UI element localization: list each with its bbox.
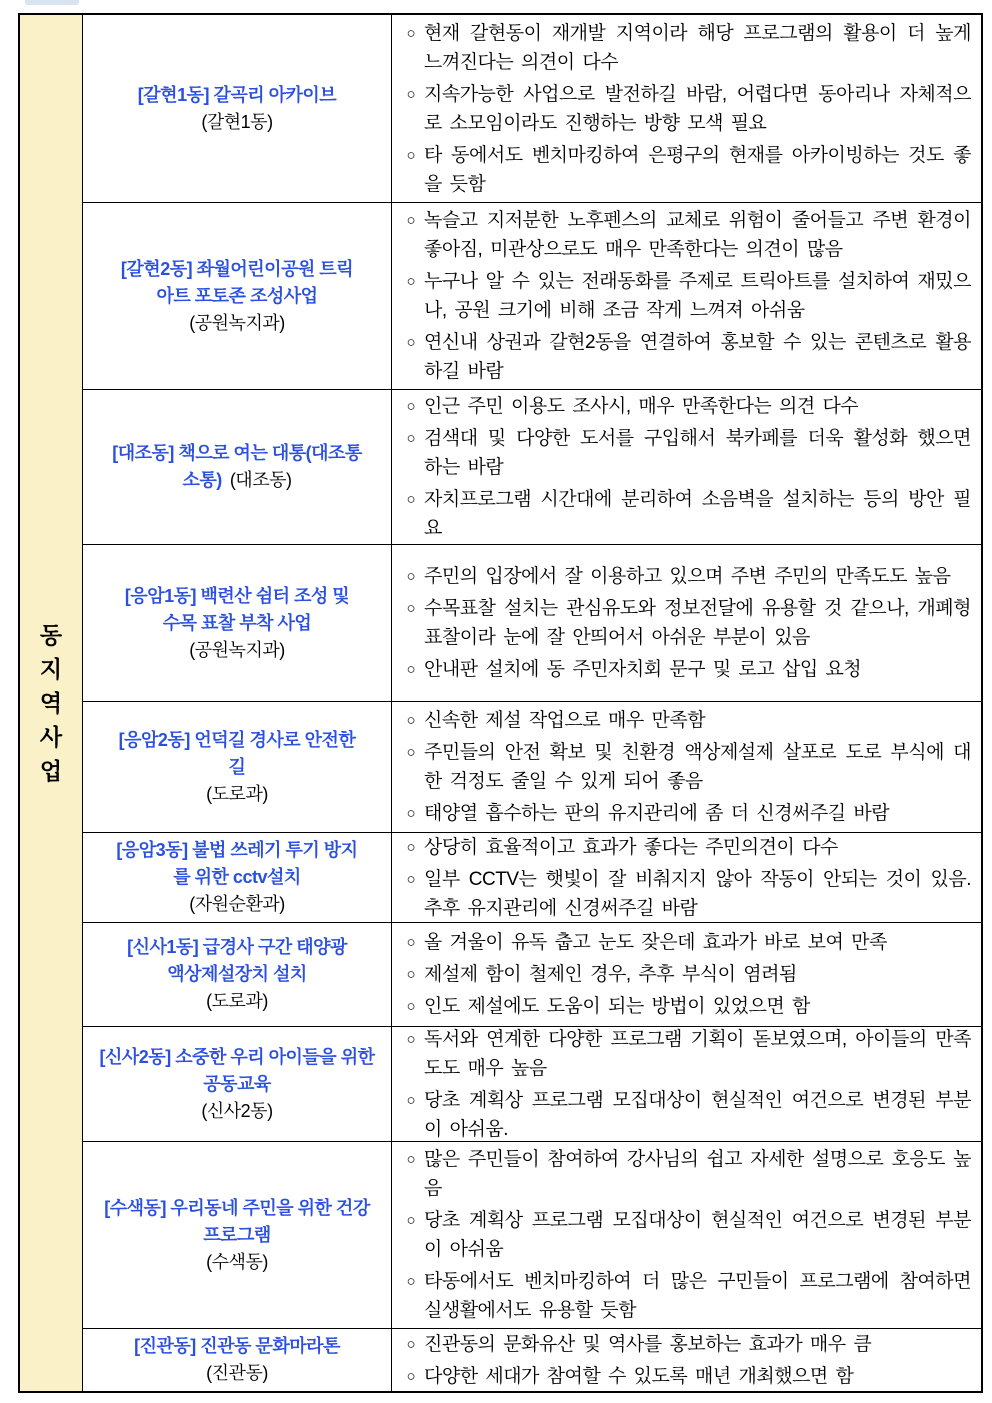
feedback-item xyxy=(398,594,971,652)
project-dept: (도로과) xyxy=(206,991,268,1011)
project-title-text: [신사2동] 소중한 우리 아이들을 위한 xyxy=(99,1046,375,1067)
feedback-text: 현재 갈현동이 재개발 지역이라 해당 프로그램의 활용이 더 높게 느껴진다는 의견이 다수 xyxy=(424,22,971,73)
feedback-text: 태양열 흡수하는 판의 유지관리에 좀 더 신경써주길 바람 xyxy=(424,803,890,824)
bullet-marker: ○ xyxy=(406,273,416,290)
project-dept: (진관동) xyxy=(206,1363,268,1383)
bullet-marker: ○ xyxy=(406,1335,416,1353)
project-title-line xyxy=(157,283,318,310)
project-title-text: [신사1동] 급경사 구간 태양광 xyxy=(127,937,347,957)
bullet-marker: ○ xyxy=(406,146,416,164)
feedback-text: 인도 제설에도 도움이 되는 방법이 있었으면 함 xyxy=(424,996,810,1017)
project-title-text: 프로그램 xyxy=(203,1224,271,1245)
table-row xyxy=(83,923,981,1027)
bullet-marker: ○ xyxy=(406,334,416,351)
feedback-item xyxy=(398,706,971,735)
bullet-marker: ○ xyxy=(406,1151,416,1168)
bullet-marker: ○ xyxy=(406,1367,416,1385)
project-title-cell xyxy=(83,1027,392,1141)
feedback-item xyxy=(398,928,971,957)
feedback-item xyxy=(398,865,971,923)
project-title-cell xyxy=(83,702,392,832)
section-label-char: 지 xyxy=(39,655,63,682)
feedback-item xyxy=(398,1145,971,1203)
feedback-cell xyxy=(392,545,981,701)
project-title-cell xyxy=(83,1329,392,1391)
project-dept: (공원녹지과) xyxy=(189,312,285,333)
project-title-cell xyxy=(83,15,392,202)
feedback-cell xyxy=(392,390,981,544)
bullet-marker: ○ xyxy=(406,712,416,729)
table-row xyxy=(83,1329,981,1391)
table-rows xyxy=(83,15,981,1391)
project-title-line xyxy=(229,754,246,781)
feedback-text: 주민의 입장에서 잘 이용하고 있으며 주변 주민의 만족도도 높음 xyxy=(424,566,951,587)
project-title-line xyxy=(167,961,307,988)
project-title-line xyxy=(183,467,292,494)
feedback-cell xyxy=(392,203,981,389)
feedback-item xyxy=(398,1027,971,1083)
feedback-item xyxy=(398,655,971,684)
bullet-marker: ○ xyxy=(406,1212,416,1229)
bullet-marker: ○ xyxy=(406,429,416,447)
feedback-text: 진관동의 문화유산 및 역사를 홍보하는 효과가 매우 큼 xyxy=(424,1333,872,1355)
project-title-line xyxy=(119,727,356,754)
project-title-line xyxy=(163,610,312,637)
feedback-text: 인근 주민 이용도 조사시, 매우 만족한다는 의견 다수 xyxy=(424,395,859,417)
bullet-marker: ○ xyxy=(406,661,416,678)
table-row xyxy=(83,1027,981,1142)
feedback-item xyxy=(398,738,971,796)
bullet-marker: ○ xyxy=(406,838,416,856)
section-label-char: 사 xyxy=(39,723,63,750)
section-label-char: 동 xyxy=(39,621,63,648)
feedback-text: 안내판 설치에 동 주민자치회 문구 및 로고 삽입 요청 xyxy=(424,659,862,680)
project-dept: (대조동) xyxy=(229,470,292,490)
feedback-item xyxy=(398,799,971,828)
feedback-item xyxy=(398,392,971,421)
feedback-item xyxy=(398,19,971,77)
section-label-char: 역 xyxy=(39,689,63,716)
project-title-line xyxy=(116,837,357,864)
bullet-marker: ○ xyxy=(406,998,416,1015)
feedback-text: 당초 계획상 프로그램 모집대상이 현실적인 여건으로 변경된 부분이 아쉬움. xyxy=(424,1089,971,1140)
project-title-line xyxy=(104,1195,369,1222)
bullet-marker: ○ xyxy=(406,397,416,415)
feedback-text: 다양한 세대가 참여할 수 있도록 매년 개최했으면 함 xyxy=(424,1365,854,1387)
project-title-text: 아트 포토존 조성사업 xyxy=(156,285,318,306)
project-dept: (갈현1동) xyxy=(201,111,273,132)
feedback-text: 주민들의 안전 확보 및 친환경 액상제설제 살포로 도로 부식에 대한 걱정도 줄일 수 있게 되어 좋음 xyxy=(424,742,971,792)
table-row xyxy=(83,545,981,702)
feedback-cell xyxy=(392,702,981,832)
project-title-text: [응암3동] 불법 쓰레기 투기 방지 xyxy=(116,840,358,860)
bullet-marker: ○ xyxy=(406,600,416,617)
feedback-text: 누구나 알 수 있는 전래동화를 주제로 트릭아트를 설치하여 재밌으나, 공원 크기에 비해 조금 작게 느껴져 아쉬움 xyxy=(424,271,971,321)
table-row xyxy=(83,15,981,203)
table-row xyxy=(83,1142,981,1329)
feedback-cell xyxy=(392,1142,981,1328)
feedback-item xyxy=(398,992,971,1021)
project-title-line xyxy=(203,1071,271,1098)
feedback-item xyxy=(398,485,971,543)
feedback-text: 당초 계획상 프로그램 모집대상이 현실적인 여건으로 변경된 부분이 아쉬움 xyxy=(424,1210,971,1260)
bullet-marker: ○ xyxy=(406,1091,416,1109)
project-title-text: 액상제설장치 설치 xyxy=(167,964,307,984)
project-title-line xyxy=(203,1222,271,1249)
bullet-marker: ○ xyxy=(406,1273,416,1290)
bullet-marker: ○ xyxy=(406,744,416,761)
project-title-line xyxy=(121,256,353,283)
table-row xyxy=(83,833,981,923)
feedback-cell xyxy=(392,15,981,202)
feedback-item xyxy=(398,424,971,482)
project-title-line xyxy=(100,1044,375,1071)
project-title-text: [갈현1동] 갈곡리 아카이브 xyxy=(137,84,337,105)
project-title-cell xyxy=(83,545,392,701)
feedback-text: 검색대 및 다양한 도서를 구입해서 북카페를 더욱 활성화 했으면 하는 바람 xyxy=(424,427,971,478)
feedback-cell xyxy=(392,1027,981,1141)
table-row xyxy=(83,702,981,833)
project-title-line xyxy=(173,864,300,891)
feedback-item xyxy=(398,141,971,199)
feedback-cell xyxy=(392,833,981,922)
feedback-item xyxy=(398,1206,971,1264)
feedback-text: 타 동에서도 벤치마킹하여 은평구의 현재를 아카이빙하는 것도 좋을 듯함 xyxy=(424,144,971,195)
feedback-text: 올 겨울이 유독 춥고 눈도 잦은데 효과가 바로 보여 만족 xyxy=(424,932,887,953)
feedback-text: 자치프로그램 시간대에 분리하여 소음벽을 설치하는 등의 방안 필요 xyxy=(424,488,971,539)
project-title-cell xyxy=(83,390,392,544)
bullet-marker: ○ xyxy=(406,212,416,229)
project-title-cell xyxy=(83,203,392,389)
bullet-marker: ○ xyxy=(406,805,416,822)
feedback-text: 지속가능한 사업으로 발전하길 바람, 어렵다면 동아리나 자체적으로 소모임이라도 진행하는 방향 모색 필요 xyxy=(424,83,971,134)
project-title-line xyxy=(138,82,336,109)
cutoff-cell-fragment xyxy=(25,0,79,5)
section-header-cell xyxy=(20,15,83,1391)
project-dept: (도로과) xyxy=(206,783,268,804)
project-dept: (공원녹지과) xyxy=(189,639,285,660)
table-row xyxy=(83,203,981,390)
feedback-item xyxy=(398,1330,971,1359)
project-title-line xyxy=(112,440,362,467)
bullet-marker: ○ xyxy=(406,24,416,42)
dong-projects-table xyxy=(18,13,983,1393)
feedback-text: 수목표찰 설치는 관심유도와 정보전달에 유용할 것 같으나, 개폐형 표찰이라 눈에 잘 안띄어서 아쉬운 부분이 있음 xyxy=(424,598,971,648)
project-title-text: 소통) xyxy=(182,470,222,490)
bullet-marker: ○ xyxy=(406,1030,416,1048)
feedback-text: 타동에서도 벤치마킹하여 더 많은 구민들이 프로그램에 참여하면 실생활에서도 유용할 듯함 xyxy=(424,1271,971,1321)
project-title-line xyxy=(127,934,347,961)
project-title-text: [수색동] 우리동네 주민을 위한 건강 xyxy=(104,1197,370,1218)
project-title-text: [대조동] 책으로 여는 대통(대조통 xyxy=(112,443,362,463)
feedback-item xyxy=(398,328,971,386)
feedback-text: 독서와 연계한 다양한 프로그램 기획이 돋보였으며, 아이들의 만족도도 매우 높음 xyxy=(424,1028,971,1079)
bullet-marker: ○ xyxy=(406,966,416,983)
feedback-text: 신속한 제설 작업으로 매우 만족함 xyxy=(424,710,706,731)
bullet-marker: ○ xyxy=(406,934,416,951)
bullet-marker: ○ xyxy=(406,568,416,585)
feedback-item xyxy=(398,80,971,138)
feedback-item xyxy=(398,1086,971,1142)
bullet-marker: ○ xyxy=(406,85,416,103)
feedback-text: 제설제 함이 철제인 경우, 추후 부식이 염려됨 xyxy=(424,964,797,985)
project-title-text: 공동교육 xyxy=(203,1073,271,1094)
feedback-item xyxy=(398,1362,971,1391)
project-title-cell xyxy=(83,923,392,1026)
project-title-text: [응암2동] 언덕길 경사로 안전한 xyxy=(118,729,356,750)
project-title-text: [진관동] 진관동 문화마라톤 xyxy=(134,1336,340,1356)
project-title-line xyxy=(134,1333,340,1360)
section-label-char: 업 xyxy=(39,757,63,784)
project-dept: (자원순환과) xyxy=(189,894,285,914)
project-title-text: 길 xyxy=(228,756,246,777)
feedback-item xyxy=(398,1267,971,1325)
feedback-item xyxy=(398,562,971,591)
feedback-text: 연신내 상권과 갈현2동을 연결하여 홍보할 수 있는 콘텐츠로 활용하길 바람 xyxy=(424,332,971,382)
feedback-text: 상당히 효율적이고 효과가 좋다는 주민의견이 다수 xyxy=(424,836,838,858)
feedback-text: 많은 주민들이 참여하여 강사님의 쉽고 자세한 설명으로 호응도 높음 xyxy=(424,1149,971,1199)
feedback-item xyxy=(398,267,971,325)
feedback-item xyxy=(398,960,971,989)
bullet-marker: ○ xyxy=(406,490,416,508)
feedback-cell xyxy=(392,1329,981,1391)
project-title-text: [갈현2동] 좌월어린이공원 트릭 xyxy=(120,258,354,279)
feedback-text: 일부 CCTV는 햇빛이 잘 비춰지지 않아 작동이 안되는 것이 있음. 추후 유지관리에 신경써주길 바람 xyxy=(424,868,971,919)
bullet-marker: ○ xyxy=(406,870,416,888)
feedback-item xyxy=(398,206,971,264)
project-title-text: [응암1동] 백련산 쉼터 조성 및 xyxy=(124,585,350,606)
project-title-text: 를 위한 cctv설치 xyxy=(173,867,301,887)
table-row xyxy=(83,390,981,545)
project-dept: (수색동) xyxy=(206,1251,268,1272)
feedback-item xyxy=(398,833,971,862)
project-title-cell xyxy=(83,1142,392,1328)
project-dept: (신사2동) xyxy=(201,1100,273,1121)
project-title-text: 수목 표찰 부착 사업 xyxy=(162,612,312,633)
feedback-cell xyxy=(392,923,981,1026)
project-title-cell xyxy=(83,833,392,922)
feedback-text: 녹슬고 지저분한 노후펜스의 교체로 위험이 줄어들고 주변 환경이 좋아짐, 미관상으로도 매우 만족한다는 의견이 많음 xyxy=(424,210,971,260)
project-title-line xyxy=(125,583,349,610)
